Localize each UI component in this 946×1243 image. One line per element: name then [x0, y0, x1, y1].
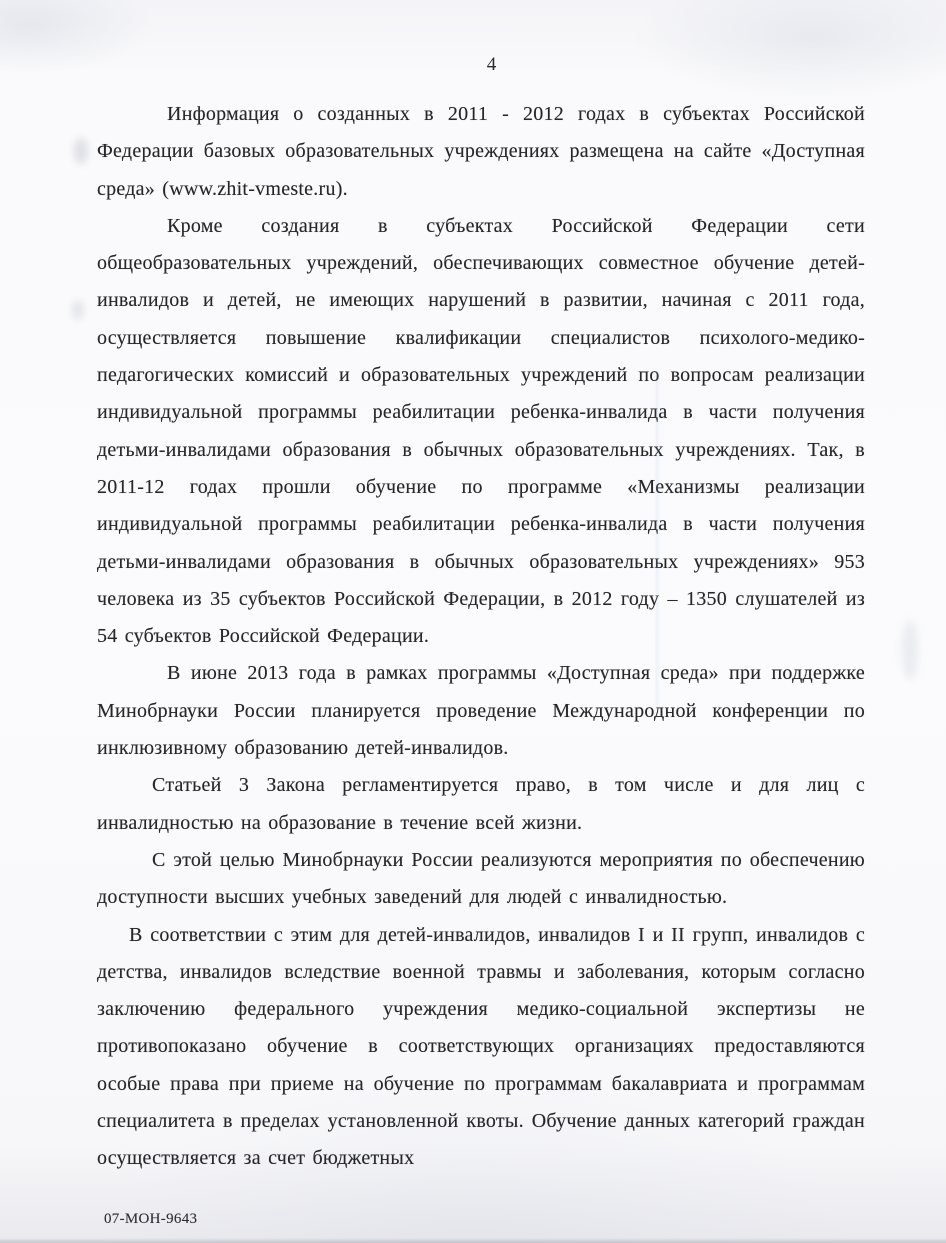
paragraph: В июне 2013 года в рамках программы «Доступная среда» при поддержке Минобрнауки России планируется проведение Международной конференции по инклюзивному образованию детей-инвалидов. [97, 662, 865, 760]
scan-artifact [902, 620, 918, 680]
paragraph: Кроме создания в субъектах Российской Федерации сети общеобразовательных учреждений, обеспечивающих совместное обучение детей-инвалидов и детей, не имеющих нарушений в развитии, начиная с 2011 года, осуществляется повышение квалификации специалистов психолого-медико-педагогических комиссий и образовательных учреждений по вопросам реализации индивидуальной программы реабилитации ребенка-инвалида в части получения детьми-инвалидами образования в обычных образовательных учреждениях. Так, в 2011-12 годах прошли обучение по программе «Механизмы реализации индивидуальной программы реабилитации ребенка-инвалида в части получения детьми-инвалидами образования в обычных образовательных учреждениях» 953 человека из 35 субъектов Российской Федерации, в 2012 году – 1350 слушателей из 54 субъектов Российской Федерации. [97, 214, 865, 648]
document-footer-code: 07-МОН-9643 [104, 1211, 198, 1227]
scan-artifact [72, 300, 84, 320]
page-number: 4 [486, 54, 498, 75]
paragraph: С этой целью Минобрнауки России реализуются мероприятия по обеспечению доступности высших учебных заведений для людей с инвалидностью. [97, 848, 865, 909]
paragraph: В соответствии с этим для детей-инвалидов, инвалидов I и II групп, инвалидов с детства, инвалидов вследствие военной травмы и заболевания, которым согласно заключению федерального учреждения медико-социальной экспертизы не противопоказано обучение в соответствующих организациях предоставляются особые права при приеме на обучение по программам бакалавриата и программам специалитета в пределах установленной квоты. Обучение данных категорий граждан осуществляется за счет бюджетных [97, 923, 865, 1170]
paragraph: Статьей 3 Закона регламентируется право, в том числе и для лиц с инвалидностью на образование в течение всей жизни. [97, 774, 865, 834]
scan-artifact [74, 138, 88, 164]
paragraph: Информация о созданных в 2011 - 2012 годах в субъектах Российской Федерации базовых образовательных учреждениях размещена на сайте «Доступная среда» (www.zhit-vmeste.ru). [97, 103, 865, 200]
document-body [97, 96, 865, 1178]
